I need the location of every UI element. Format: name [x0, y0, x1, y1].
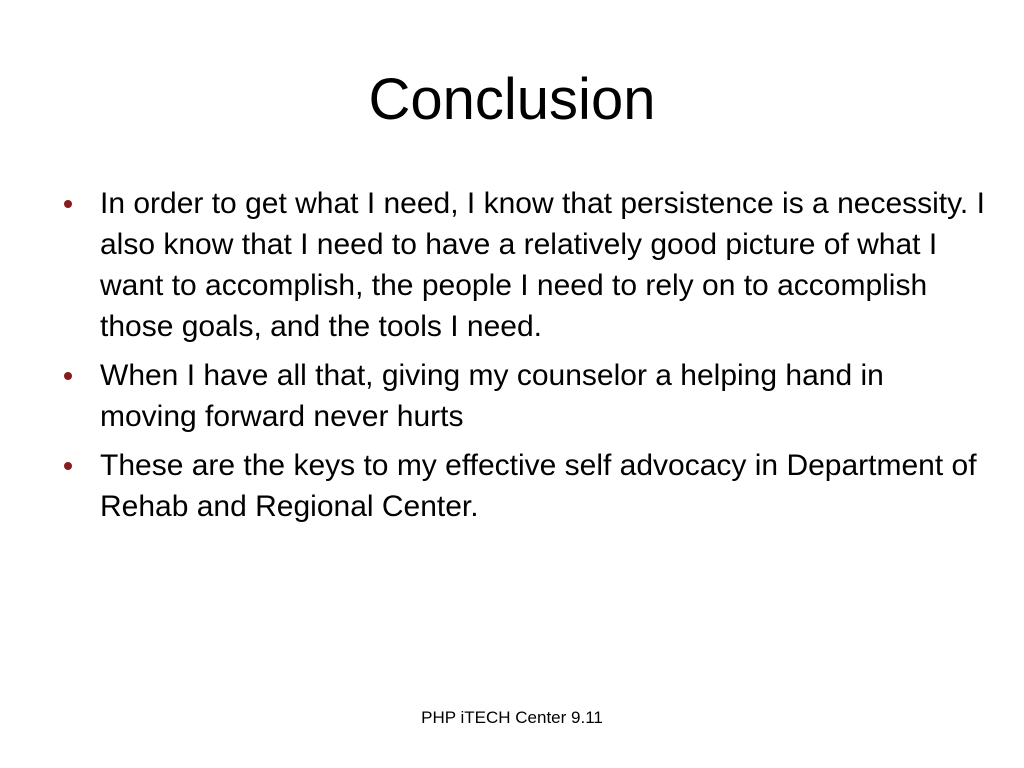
bullet-text: In order to get what I need, I know that persistence is a necessity. I also know that I need to have a relatively good picture of what I want to accomplish, the people I need to rely on to accomplish those goals, and the tools I need. — [100, 187, 985, 343]
slide-title: Conclusion — [368, 67, 656, 132]
bullet-text: When I have all that, giving my counselor a helping hand in moving forward never hurts — [100, 359, 884, 433]
bullet-item — [56, 183, 986, 347]
bullet-dot-icon — [64, 372, 72, 380]
bullet-dot-icon — [64, 200, 72, 208]
bullet-text: These are the keys to my effective self advocacy in Department of Rehab and Regional Center. — [100, 449, 977, 523]
slide-footer: PHP iTECH Center 9.11 — [421, 708, 603, 727]
bullet-item — [56, 355, 986, 437]
bullet-list — [56, 183, 986, 535]
bullet-item — [56, 445, 986, 527]
bullet-dot-icon — [64, 462, 72, 470]
